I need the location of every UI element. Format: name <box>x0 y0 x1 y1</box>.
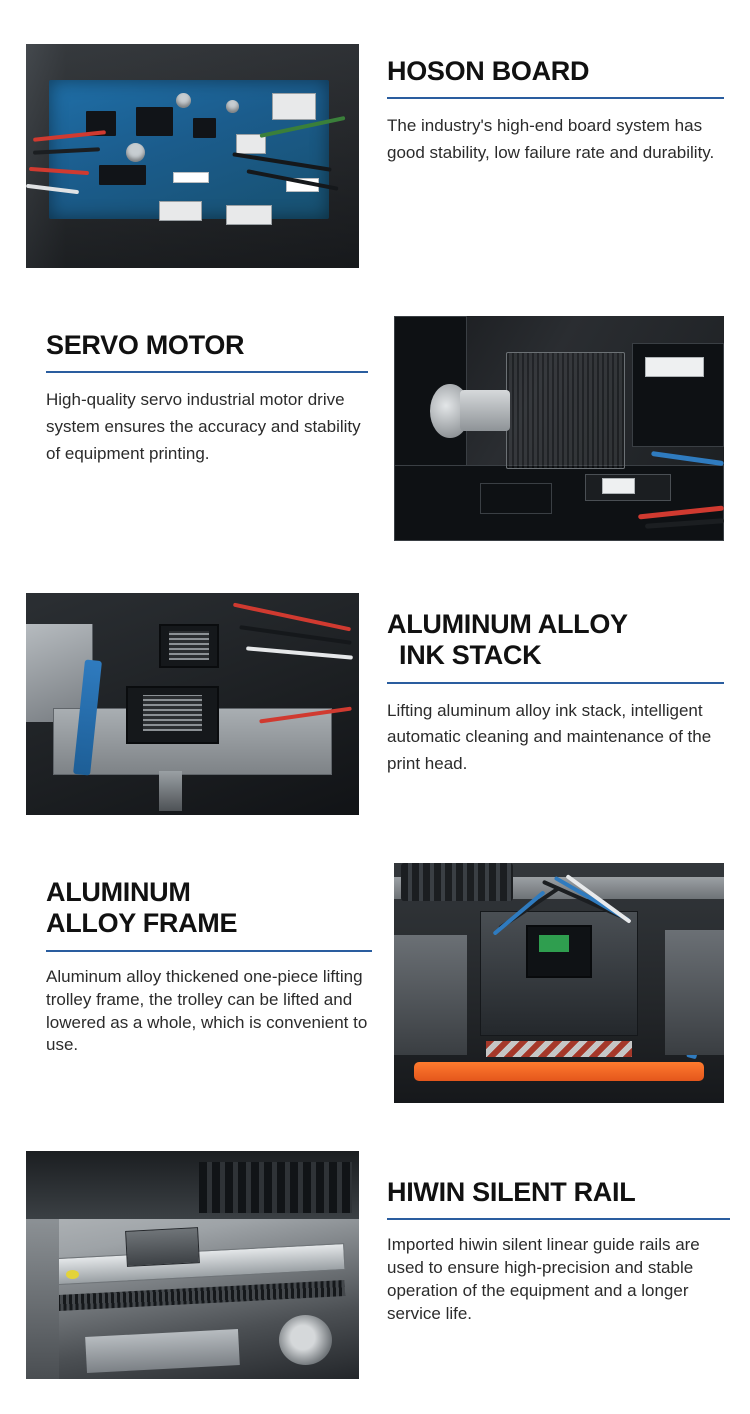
servo-motor-title: SERVO MOTOR <box>46 330 245 360</box>
hiwin-rail-title: HIWIN SILENT RAIL <box>387 1177 636 1207</box>
hiwin-rail-body: Imported hiwin silent linear guide rails are used to ensure high-precision and stable operation of the equipment and a longer service life. <box>387 1235 700 1324</box>
alloy-frame-photo <box>394 863 724 1103</box>
ink-stack-divider <box>387 682 724 684</box>
alloy-frame-text <box>0 863 394 1057</box>
hiwin-rail-text <box>359 1151 750 1326</box>
alloy-frame-divider <box>46 950 372 952</box>
hiwin-rail-divider <box>387 1218 730 1220</box>
hoson-board-text <box>359 44 750 167</box>
ink-stack-photo <box>26 593 359 815</box>
feature-row-servo-motor <box>0 316 750 541</box>
ink-stack-text <box>359 593 750 778</box>
ink-stack-title-line2: INK STACK <box>399 640 542 671</box>
ink-stack-title-line1: ALUMINUM ALLOY <box>387 609 628 639</box>
servo-motor-divider <box>46 371 368 373</box>
servo-motor-photo <box>394 316 724 541</box>
servo-motor-body: High-quality servo industrial motor drive system ensures the accuracy and stability of equipment printing. <box>46 390 361 464</box>
hoson-board-body: The industry's high-end board system has good stability, low failure rate and durability. <box>387 116 715 163</box>
feature-row-hiwin-rail <box>0 1151 750 1379</box>
hoson-board-photo <box>26 44 359 268</box>
hoson-board-title: HOSON BOARD <box>387 56 590 86</box>
alloy-frame-title-line1: ALUMINUM <box>46 877 191 907</box>
alloy-frame-title <box>46 877 372 940</box>
alloy-frame-body: Aluminum alloy thickened one-piece lifting trolley frame, the trolley can be lifted and lowered as a whole, which is convenient to use. <box>46 966 368 1055</box>
alloy-frame-title-line2: ALLOY FRAME <box>46 908 238 939</box>
feature-row-ink-stack <box>0 593 750 815</box>
servo-motor-text <box>0 316 394 468</box>
hoson-board-divider <box>387 97 724 99</box>
feature-row-hoson-board <box>0 44 750 268</box>
hiwin-rail-photo <box>26 1151 359 1379</box>
ink-stack-body: Lifting aluminum alloy ink stack, intelligent automatic cleaning and maintenance of the print head. <box>387 700 712 774</box>
ink-stack-title <box>387 609 724 672</box>
feature-row-alloy-frame <box>0 863 750 1103</box>
